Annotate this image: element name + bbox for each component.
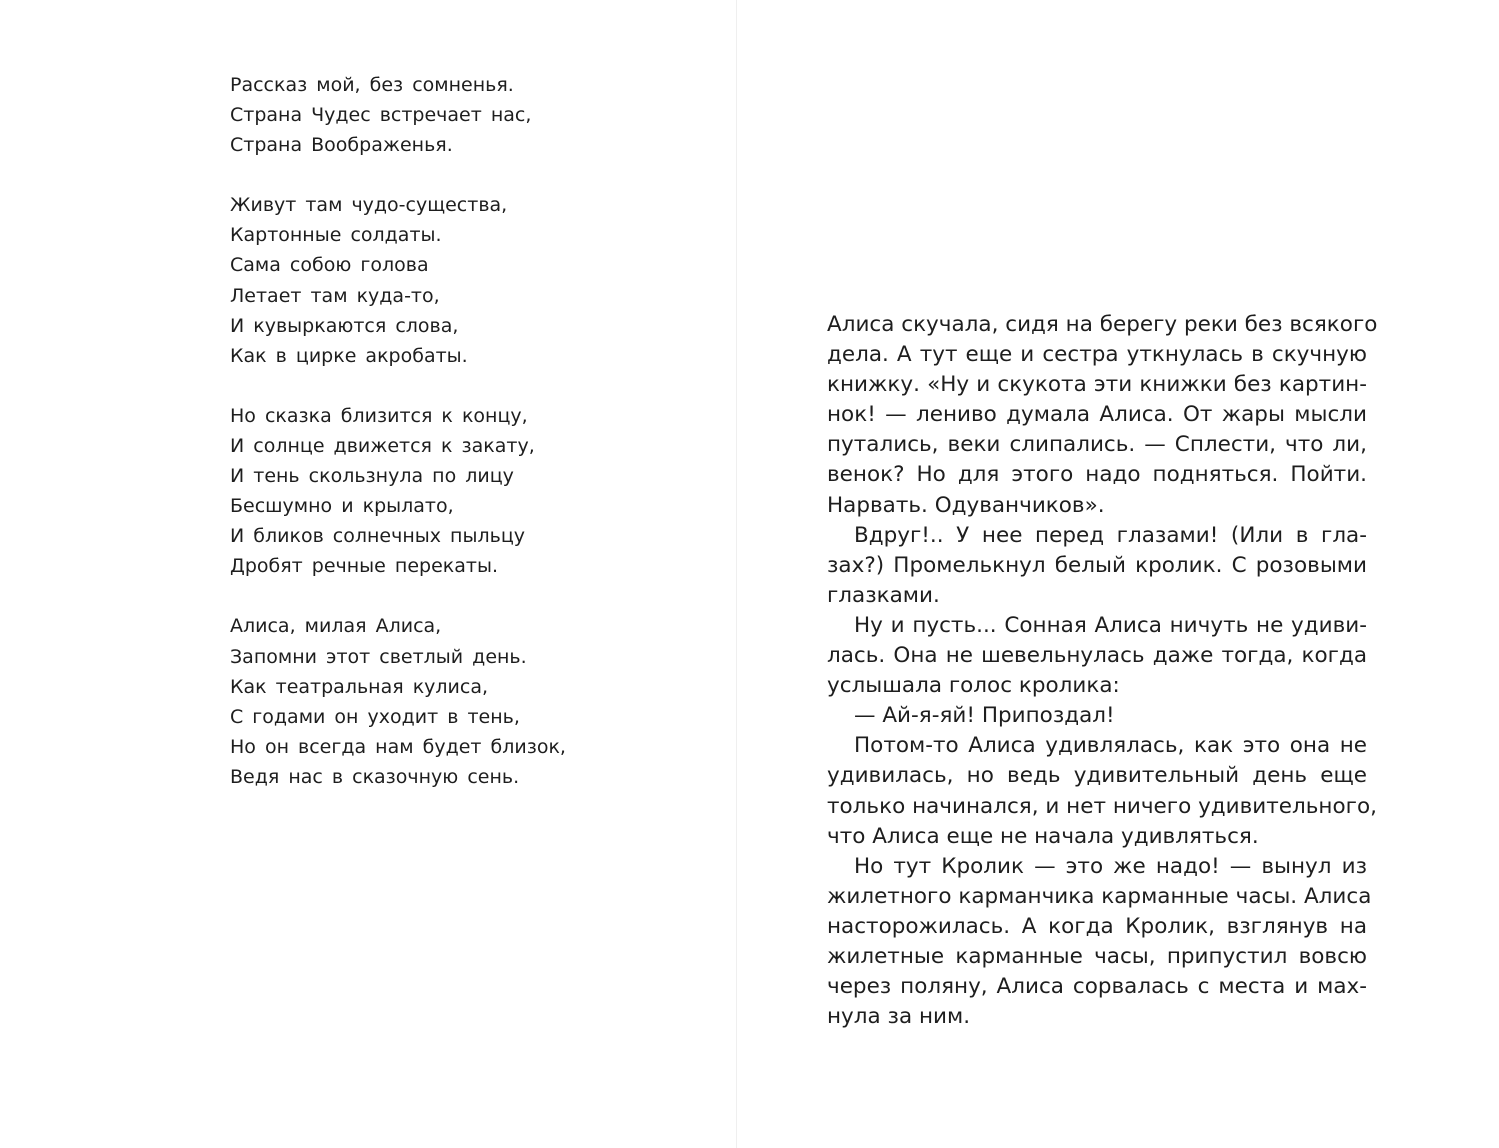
poem-line: Страна Чудес встречает нас, <box>230 104 532 127</box>
poem-line: Но сказка близится к концу, <box>230 404 528 427</box>
prose-line: только начинался, и нет ничего удивительного, <box>827 793 1377 819</box>
prose-line: удивилась, но ведь удивительный день еще <box>827 763 1367 789</box>
prose-line: нула за ним. <box>827 1004 971 1030</box>
poem-line: Запомни этот светлый день. <box>230 645 527 668</box>
prose-line: глазками. <box>827 582 940 608</box>
poem-line: Живут там чудо-существа, <box>230 194 508 217</box>
paragraph <box>827 521 1367 611</box>
prose-line: насторожилась. А когда Кролик, взглянув на <box>827 913 1367 939</box>
poem-line: Ведя нас в сказочную сень. <box>230 765 520 788</box>
poem-line: И солнце движется к закату, <box>230 434 535 457</box>
poem-line: Бесшумно и крылато, <box>230 495 454 518</box>
prose-line: венок? Но для этого надо подняться. Пойти. <box>827 462 1367 488</box>
prose-line: Вдруг!.. У нее перед глазами! (Или в гла- <box>854 522 1367 548</box>
poem <box>230 70 670 822</box>
prose-line: жилетные карманные часы, припустил вовсю <box>827 943 1367 969</box>
prose-line: нок! — лениво думала Алиса. От жары мысли <box>827 402 1367 428</box>
prose-line: зах?) Промелькнул белый кролик. С розовыми <box>827 552 1367 578</box>
poem-line: Рассказ мой, без сомненья. <box>230 74 514 96</box>
prose-line: Алиса скучала, сидя на берегу реки без всякого <box>827 312 1378 337</box>
poem-line: Сама собою голова <box>230 254 429 277</box>
poem-stanza <box>230 190 670 371</box>
prose-line: Ну и пусть... Сонная Алиса ничуть не удиви- <box>854 612 1367 638</box>
paragraph <box>827 310 1378 521</box>
prose-line: книжку. «Ну и скукота эти книжки без картин- <box>827 372 1367 398</box>
poem-stanza <box>230 611 670 792</box>
prose-line: что Алиса еще не начала удивляться. <box>827 823 1259 849</box>
poem-line: Алиса, милая Алиса, <box>230 615 442 638</box>
left-page <box>0 0 736 1148</box>
poem-stanza <box>230 70 670 160</box>
prose-line: услышала голос кролика: <box>827 673 1120 699</box>
poem-line: И кувыркаются слова, <box>230 314 459 337</box>
paragraph <box>827 701 1367 731</box>
poem-line: Но он всегда нам будет близок, <box>230 735 566 758</box>
prose-line: Но тут Кролик — это же надо! — вынул из <box>854 853 1367 879</box>
paragraph <box>827 611 1367 701</box>
right-page <box>737 0 1499 1148</box>
poem-line: Страна Воображенья. <box>230 134 453 157</box>
paragraph <box>827 852 1372 1033</box>
poem-line: Картонные солдаты. <box>230 224 442 247</box>
poem-line: С годами он уходит в тень, <box>230 705 520 728</box>
prose-line: дела. А тут еще и сестра уткнулась в скучную <box>827 342 1367 368</box>
paragraph <box>827 731 1377 851</box>
poem-line: И тень скользнула по лицу <box>230 465 514 488</box>
poem-stanza <box>230 401 670 582</box>
prose-line: Нарвать. Одуванчиков». <box>827 492 1105 518</box>
poem-line: И бликов солнечных пыльцу <box>230 525 526 548</box>
poem-line: Как театральная кулиса, <box>230 675 489 698</box>
prose-line: через поляну, Алиса сорвалась с места и мах- <box>827 974 1367 1000</box>
prose-line: путались, веки слипались. — Сплести, что ли, <box>827 432 1367 458</box>
prose-line: — Ай-я-яй! Припоздал! <box>854 703 1115 729</box>
prose-line: жилетного карманчика карманные часы. Алиса <box>827 883 1372 909</box>
prose <box>827 310 1378 1032</box>
prose-line: лась. Она не шевельнулась даже тогда, когда <box>827 643 1367 669</box>
poem-line: Как в цирке акробаты. <box>230 344 468 367</box>
prose-line: Потом-то Алиса удивлялась, как это она не <box>854 733 1367 759</box>
poem-line: Летает там куда-то, <box>230 284 440 307</box>
poem-line: Дробят речные перекаты. <box>230 555 499 578</box>
